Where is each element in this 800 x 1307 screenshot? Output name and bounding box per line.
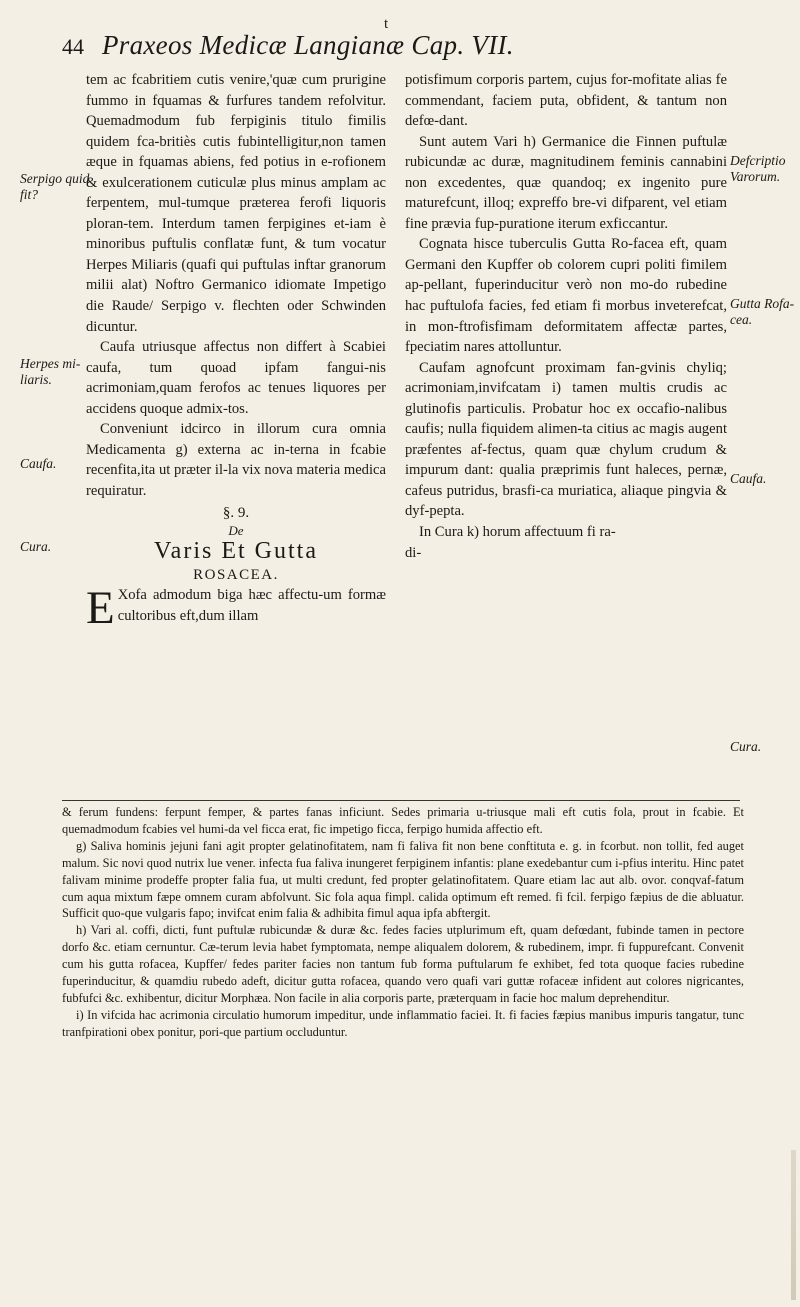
margin-note-gutta: Gutta Rofa- (730, 296, 795, 311)
page-header (62, 30, 762, 62)
paragraph: In Cura k) horum affectuum fi ra- (419, 524, 616, 541)
paragraph: Sunt autem Vari h) Germanice die Finnen puftulæ rubicundæ ac duræ, magnitudinem feminis cannabini non excedentes, quæ quandoq; ex ingenito pure maturefcunt, illoq; expreffo bre-vi difparent, vel etiam fine prævia fup-puratione iterum exficcantur. (405, 133, 727, 232)
drop-cap-initial: E (86, 582, 115, 635)
section-subtitle: ROSACEA. (193, 567, 279, 584)
margin-note-herpes: Herpes mi- (20, 356, 81, 371)
margin-note-serpigo: Serpigo quid (20, 171, 90, 186)
footnote-divider (62, 800, 740, 801)
margin-note-varorum: Varorum. (730, 169, 781, 184)
margin-note-serpigo-fit: fit? (20, 187, 39, 202)
paragraph: Caufam agnofcunt proximam fan-gvinis chyliq; acrimoniam,invifcatam i) tamen multis crudis ac glutinofis particulis. Probatur hoc ex occafio-nalibus caufis; nulla fiquidem alimen-ta citius ac magis augent præfentes af-fectus, quam quæ chylum crudum & impurum dant: qualia præprimis funt haleces, pernæ, cafeus putridus, brasfi-ca muriatica, aliaque pingvia & dyf-pepta. (405, 359, 727, 520)
footnote-h: h) Vari al. coffi, dicti, funt puftulæ rubicundæ & duræ &c. fedes facies utplurimum eft, quam defœdant, fubinde tamen in pectore dorfo &c. etiam cernuntur. Cæ-terum levia habet fymptomata, nempe aliqualem dolorem, & rubedinem, impr. fi fuppurefcant. Convenit cum his gutta rofacea, Kupffer/ fedes pariter facies non tantum fub forma puftularum fe exhibet, fed tota quoque facies rubedine fuperinducitur, & quamdiu rubedo adeft, dicitur gutta rofacea, quando vero quafi vari guttæ rofaceæ infident aut colores nigricantes, fubfufci &c. exhibentur, dicitur Morphæa. Non facile in alia corporis parte, præterquam in facie hoc malum deprehenditur. (62, 923, 744, 1005)
signature-mark: t (384, 16, 389, 32)
margin-note-herpes-2: liaris. (20, 372, 52, 387)
running-title: Praxeos Medicæ Langianæ Cap. VII. (102, 30, 514, 60)
margin-note-causa: Caufa. (20, 456, 57, 471)
catchword: di- (405, 544, 422, 561)
paragraph-text: Xofa admodum biga hæc affectu-um formæ cultoribus eft,dum illam (117, 587, 386, 624)
paragraph: potisfimum corporis partem, cujus for-mofitate alias fe commendant, faciem puta, obfident, & tantum non defœ-dant. (405, 72, 727, 130)
paragraph: Conveniunt idcirco in illorum cura omnia Medicamenta g) externa ac in-terna in fcabie recenfita,ita ut præter il-la vix nova materia medica requiratur. (86, 421, 386, 499)
paragraph: Caufa utriusque affectus non differt à Scabiei caufa, tum quoad ipfam fangui-nis acrimoniam,quam ferofos ac tenues liquores per accidens quoque admix-tos. (86, 339, 386, 417)
margin-note-gutta-2: cea. (730, 312, 753, 327)
right-column (405, 70, 727, 563)
footnote-continuation: & ferum fundens: ferpunt femper, & partes fanas inficiunt. Sedes primaria u-triusque mali eft cutis fola, prout in fcabie. Et quemadmodum fcabies vel humi-da vel ficca erat, fic impetigo ficca, ferpigo humida affectio eft. (62, 805, 744, 836)
left-column (86, 70, 386, 635)
page-number: 44 (62, 34, 84, 59)
paragraph: Cognata hisce tuberculis Gutta Ro-facea eft, quam Germani den Kupffer ob colorem cupri politi fimilem ap-pellant, fuperinducitur verò non mo-do rubedine hac puftulofa facies, fed etiam fi morbus inveterefcat, in mon-ftrofisfimam deformitatem affectæ partes, fpeciatim nares attolluntur. (405, 236, 727, 356)
margin-note-descriptio: Defcriptio (730, 153, 786, 168)
paper-edge-stain (791, 1150, 796, 1300)
margin-note-cura-right: Cura. (730, 739, 762, 754)
section-preposition: De (228, 523, 244, 539)
footnote-g: g) Saliva hominis jejuni fani agit propter gelatinofitatem, nam fi faliva fit non bene conftituta e. g. in fcorbut. non tollit, fed auget malum. Sic novi quod nutrix lue vener. infecta fua faliva inungeret ferpiginem infantis: plane exedebantur cum i-pfius interitu. Hinc patet falivam minime prodeffe propter falia fua, ut multi credunt, fed propter gelatinofitatem. Quare etiam lac aut alb. ovor. conqvaf-fatum cum aqua mixtum fæpe omnem curam abfolvunt. Sic fola aqua fimpl. calida optimum eft remed. fi fcil. ferpigo fæpius de die abluatur. Sufficit quo-que vulgaris fapo; invifcat enim falia & adhibita fimul aqua ipfa abftergit. (62, 838, 744, 921)
paragraph-with-initial (86, 582, 386, 635)
section-number: §. 9. (222, 505, 250, 522)
footnote-i: i) In vifcida hac acrimonia circulatio humorum impeditur, unde inflammatio faciei. It. fi facies fæpius manibus impuris tangatur, tunc tranfpirationi obex ponitur, pori-que partium occluduntur. (62, 1007, 744, 1039)
margin-note-causa-right: Caufa. (730, 471, 767, 486)
section-title: Varis Et Gutta (154, 538, 318, 565)
paragraph: tem ac fcabritiem cutis venire,'quæ cum prurigine fummo in fquamas & furfures tandem refolvitur. Quemadmodum fub ferpiginis titulo fimilis quidem fca-britiès cutis fubintelligitur,non tamen æque in fquamas abiens, fed potius in e-rofionem & exulcerationem cuticulæ plus minus amplam ac ferpentem, mul-tumque præterea ferofi liquoris ploran-tem. Interdum tamen ferpigines et-iam è minoribus puftulis conflatæ funt, & tum vocatur Herpes Miliaris (quafi qui puftulas inftar granorum milii alat) Noftro Germanico idiomate Impetigo die Raude/ Serpigo v. flechten oder Schwinden dicuntur. (86, 72, 386, 335)
footnotes (62, 804, 744, 1041)
margin-note-cura: Cura. (20, 539, 52, 554)
